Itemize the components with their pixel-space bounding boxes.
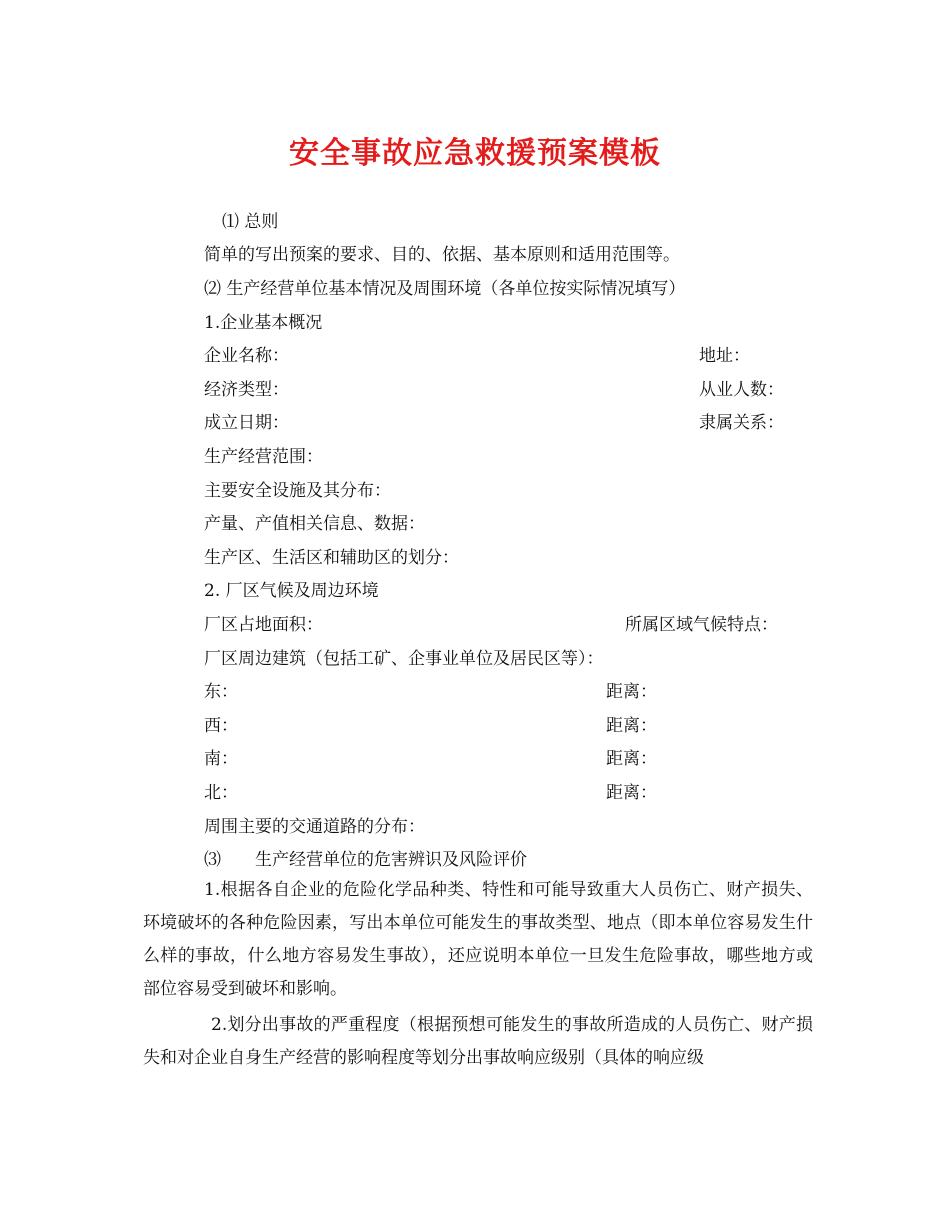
- affiliation-label: 隶属关系：: [699, 413, 784, 433]
- company-name-label: 企业名称：: [204, 346, 289, 366]
- west-label: 西：: [204, 716, 238, 736]
- section3-paragraph-2: 2.划分出事故的严重程度（根据预想可能发生的事故所造成的人员伤亡、财产损失和对企业自身生产经营的影响程度等划分出事故响应级别（具体的响应级: [143, 1015, 813, 1068]
- section1-heading: ⑴ 总则: [222, 212, 279, 232]
- address-label: 地址：: [699, 346, 750, 366]
- area-label: 厂区占地面积：: [204, 615, 323, 635]
- safety-facilities-label: 主要安全设施及其分布：: [204, 481, 391, 501]
- east-distance-label: 距离：: [606, 682, 657, 702]
- north-distance-label: 距离：: [606, 783, 657, 803]
- section3-paragraph-1: 1.根据各自企业的危险化学品种类、特性和可能导致重大人员伤亡、财产损失、环境破坏的各种危险因素，写出本单位可能发生的事故类型、地点（即本单位容易发生什么样的事故，什么地方容易发生事故），还应说明本单位一旦发生危险事故，哪些地方或部位容易受到破坏和影响。: [143, 880, 813, 999]
- south-label: 南：: [204, 749, 238, 769]
- climate-label: 所属区域气候特点：: [625, 615, 778, 635]
- zone-division-label: 生产区、生活区和辅助区的划分：: [204, 548, 459, 568]
- document-title: 安全事故应急救援预案模板: [289, 136, 661, 171]
- sub1-heading: 1.企业基本概况: [204, 313, 323, 333]
- founded-date-label: 成立日期：: [204, 413, 289, 433]
- section2-heading: ⑵ 生产经营单位基本情况及周围环境（各单位按实际情况填写）: [204, 279, 686, 299]
- west-distance-label: 距离：: [606, 716, 657, 736]
- buildings-label: 厂区周边建筑（包括工矿、企事业单位及居民区等）：: [204, 649, 604, 669]
- business-scope-label: 生产经营范围：: [204, 447, 323, 467]
- north-label: 北：: [204, 783, 238, 803]
- economic-type-label: 经济类型：: [204, 380, 289, 400]
- employee-count-label: 从业人数：: [699, 380, 784, 400]
- section1-text: 简单的写出预案的要求、目的、依据、基本原则和适用范围等。: [204, 245, 680, 265]
- output-data-label: 产量、产值相关信息、数据：: [204, 514, 425, 534]
- section3-heading: ⑶ 生产经营单位的危害辨识及风险评价: [204, 850, 527, 870]
- roads-label: 周围主要的交通道路的分布：: [204, 817, 425, 837]
- sub2-heading: 2. 厂区气候及周边环境: [204, 581, 379, 601]
- south-distance-label: 距离：: [606, 749, 657, 769]
- east-label: 东：: [204, 682, 238, 702]
